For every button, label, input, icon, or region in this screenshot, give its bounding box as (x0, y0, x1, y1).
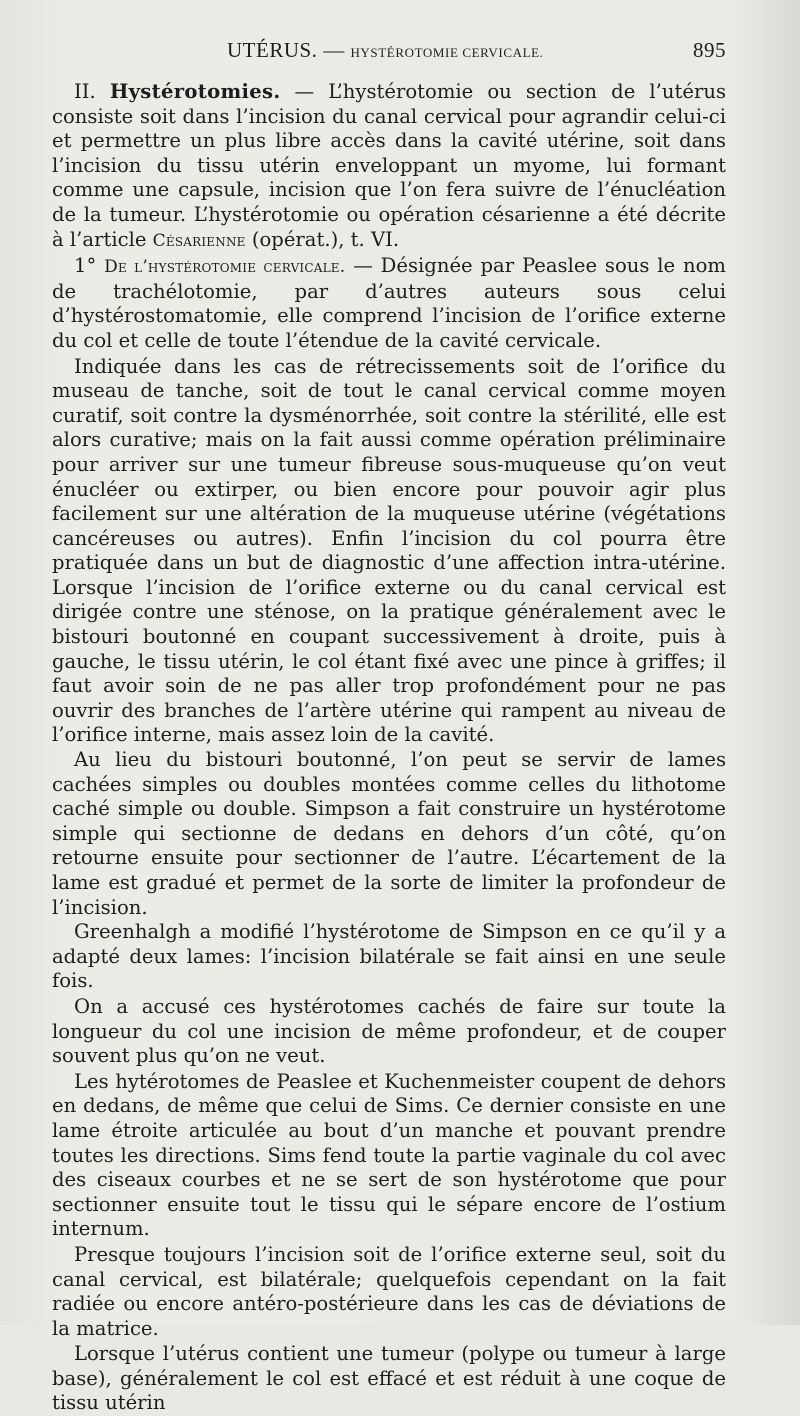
paragraph-text-tail: (opérat.), t. VI. (245, 227, 400, 251)
paragraph-criticism: On a accusé ces hystérotomes cachés de faire sur toute la longueur du col une incision de même profondeur, et de couper souvent plus qu’on ne veut. (52, 994, 726, 1068)
running-head-main: UTÉRUS. (227, 38, 318, 62)
subsection-heading: De l’hystérotomie cervicale. (104, 257, 346, 278)
running-head (52, 38, 726, 78)
paragraph-text: — Désignée par Peaslee sous le nom de trachélotomie, par d’autres auteurs sous celui d’hystérostomatomie, elle comprend l’incision de l’orifice externe du col et celle de toute l’étendue de la cavité cervicale. (52, 254, 726, 352)
section-heading: Hystérotomies. (109, 80, 281, 103)
paragraph-tumour: Lorsque l’utérus contient une tumeur (polype ou tumeur à large base), généralement le col est effacé et est réduit à une coque de tissu utérin (52, 1342, 726, 1415)
paragraph-hidden-blades: Au lieu du bistouri boutonné, l’on peut se servir de lames cachées simples ou doubles montées comme celles du lithotome caché simple ou double. Simpson a fait construire un hystérotome simple qui sectionne de dedans en dehors d’un côté, qu’on retourne ensuite pour sectionner de l’autre. L’écartement de la lame est gradué et permet de la sorte de limiter la profondeur de l’incision. (52, 748, 726, 919)
paragraph-greenhalgh: Greenhalgh a modifié l’hystérotome de Simpson en ce qu’il y a adapté deux lames: l’incision bilatérale se fait ainsi en une seule fois. (52, 920, 726, 993)
running-head-section: HYSTÉROTOMIE CERVICALE. (350, 45, 544, 60)
section-number: II. (74, 80, 110, 103)
running-head-title (227, 38, 544, 63)
subsection-number: 1° (74, 254, 105, 278)
running-head-separator: — (317, 38, 351, 62)
cross-reference: Césarienne (152, 230, 246, 251)
paragraph-peaslee-sims: Les hytérotomes de Peaslee et Kuchenmeister coupent de dehors en dedans, de même que celui de Sims. Ce dernier consiste en une lame étroite articulée au bout d’un manche et pouvant prendre toutes les directions. Sims fend toute la partie vaginale du col avec des ciseaux courbes et ne se sert de son hystérotome que pour sectionner ensuite tout le tissu qui le sépare encore de l’ostium internum. (52, 1069, 726, 1241)
page-number: 895 (693, 38, 726, 62)
paragraph-hysterotomies (52, 80, 726, 253)
body-text (52, 80, 726, 1416)
paragraph-text: — L’hystérotomie ou section de l’utérus consiste soit dans l’incision du canal cervical pour agrandir celui-ci et permettre un plus libre accès dans la cavité utérine, soit dans l’incision du tissu utérin enveloppant un myome, lui formant comme une capsule, incision que l’on fera suivre de l’énucléation de la tumeur. L’hystérotomie ou opération césarienne a été décrite à l’article (52, 80, 727, 251)
paragraph-cervical (52, 254, 726, 353)
paragraph-indications: Indiquée dans les cas de rétrecissements soit de l’orifice du museau de tanche, soit de tout le canal cervical comme moyen curatif, soit contre la dysménorrhée, soit contre la stérilité, elle est alors curative; mais on la fait aussi comme opération préliminaire pour arriver sur une tumeur fibreuse sous-muqueuse qu’on veut énucléer ou extirper, ou bien encore pour pouvoir agir plus facilement sur une altération de la muqueuse utérine (végétations cancéreuses ou autres). Enfin l’incision du col pourra être pratiquée dans un but de diagnostic d’une affection intra-utérine. Lorsque l’incision de l’orifice externe ou du canal cervical est dirigée contre une sténose, on la pratique généralement avec le bistouri boutonné en coupant successivement à droite, puis à gauche, le tissu utérin, le col étant fixé avec une pince à griffes; il faut avoir soin de ne pas aller trop profondément pour ne pas ouvrir des branches de l’artère utérine qui rampent au niveau de l’orifice interne, mais assez loin de la cavité. (52, 354, 726, 747)
paragraph-bilateral: Presque toujours l’incision soit de l’orifice externe seul, soit du canal cervical, est bilatérale; quelquefois cependant on la fait radiée ou encore antéro-postérieure dans les cas de déviations de la matrice. (52, 1242, 726, 1340)
page-edge-shadow (740, 0, 800, 1325)
